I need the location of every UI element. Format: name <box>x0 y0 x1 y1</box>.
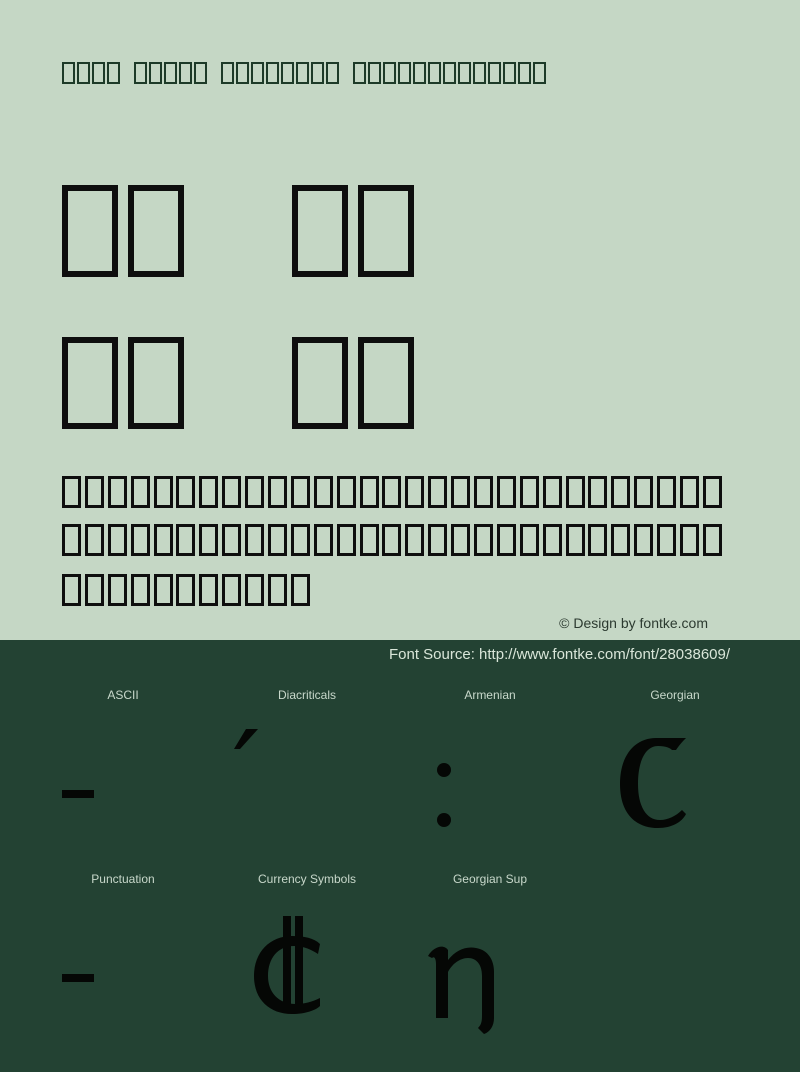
glyph-categories-panel <box>0 640 800 1072</box>
glyph-punctuation <box>62 974 94 982</box>
glyph-currency <box>250 914 324 1018</box>
glyph-diacritical <box>232 729 260 751</box>
category-label-currency-symbols: Currency Symbols <box>257 872 357 886</box>
category-label-armenian: Armenian <box>464 688 516 702</box>
font-source-link[interactable]: Font Source: http://www.fontke.com/font/28038609/ <box>389 646 731 663</box>
glyph-georgian <box>616 734 690 832</box>
paragraph-row-2 <box>62 524 726 556</box>
category-label-diacriticals: Diacriticals <box>277 688 336 702</box>
design-credit: © Design by fontke.com <box>559 615 708 631</box>
category-label-georgian: Georgian <box>650 688 700 702</box>
glyph-georgian-sup <box>426 942 496 1034</box>
category-label-ascii: ASCII <box>107 688 139 702</box>
sample-header-row <box>62 62 548 84</box>
category-label-punctuation: Punctuation <box>91 872 155 886</box>
big-glyph-row-2 <box>62 337 424 429</box>
glyph-ascii <box>62 790 94 798</box>
glyph-armenian <box>436 762 452 828</box>
big-glyph-row-1 <box>62 185 424 277</box>
paragraph-row-3 <box>62 574 314 606</box>
category-label-georgian-sup: Georgian Sup <box>452 872 528 886</box>
paragraph-row-1 <box>62 476 726 508</box>
